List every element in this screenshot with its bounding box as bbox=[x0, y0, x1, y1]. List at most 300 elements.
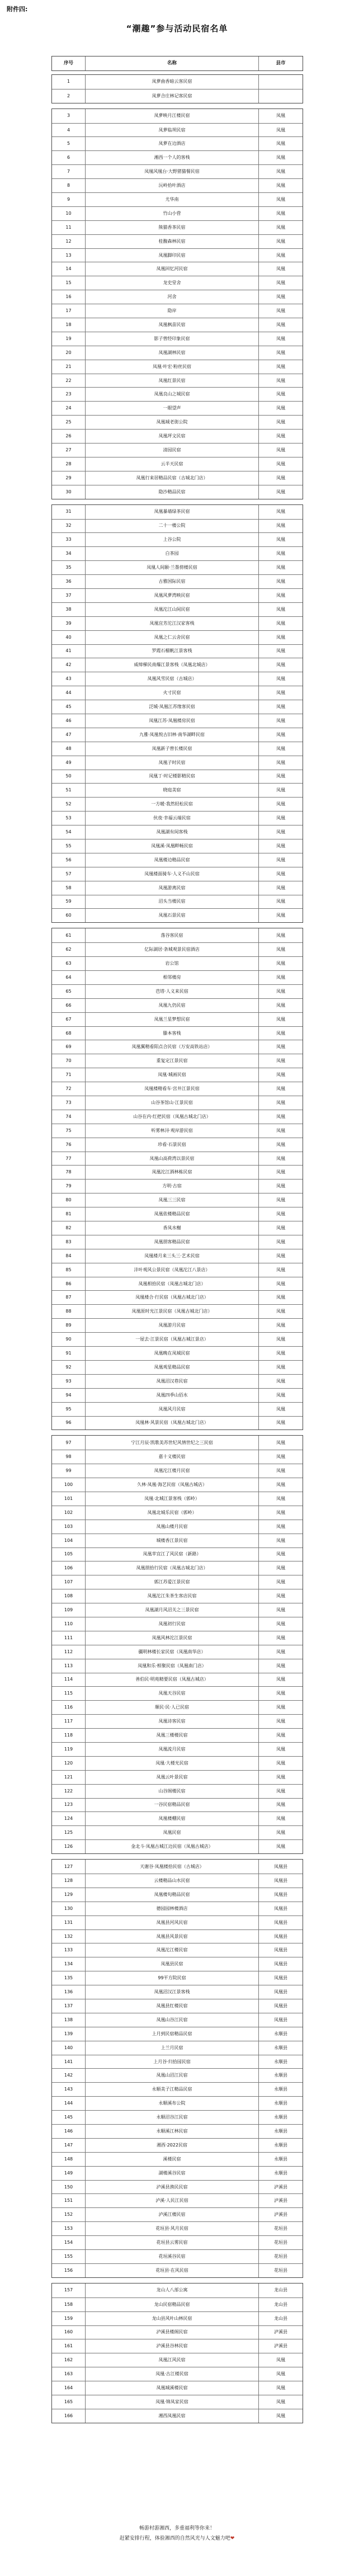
table-row bbox=[52, 2166, 303, 2180]
cell-county: 凤凰 bbox=[276, 1002, 285, 1008]
cell-name: 凤萝映月江楼民宿 bbox=[86, 109, 259, 123]
table-row bbox=[52, 1617, 303, 1631]
cell-number: 158 bbox=[52, 2298, 86, 2311]
cell-number: 38 bbox=[52, 603, 86, 616]
table-row bbox=[52, 150, 303, 164]
cell-county: 凤凰 bbox=[276, 1649, 285, 1654]
table-row bbox=[52, 602, 303, 616]
cell-name: 凤凰人间颐·兰墨傍楼民宿 bbox=[86, 561, 259, 574]
cell-name: 凤凰三三民宿 bbox=[86, 1193, 259, 1207]
table-block bbox=[51, 108, 303, 499]
cell-name: 凤凰山楼月民宿 bbox=[86, 1520, 259, 1534]
cell-name: 凤凰观星精品民宿 bbox=[86, 1361, 259, 1374]
cell-county: 凤凰县 bbox=[274, 1975, 287, 1981]
cell-name: 凤凰红景民宿 bbox=[86, 374, 259, 388]
cell-name: 云楼精品山水民宿 bbox=[86, 1874, 259, 1888]
cell-number: 161 bbox=[52, 2339, 86, 2353]
cell-number: 107 bbox=[52, 1575, 86, 1589]
cell-name: 香凤水榭 bbox=[86, 1221, 259, 1235]
table-row bbox=[52, 1478, 303, 1492]
cell-county: 凤凰 bbox=[276, 509, 285, 515]
cell-name: 凤凰沼汉江景客栈 bbox=[86, 1985, 259, 1999]
cell-county: 凤凰 bbox=[276, 169, 285, 174]
table-row bbox=[52, 485, 303, 499]
cell-county: 凤凰 bbox=[276, 475, 285, 480]
table-row bbox=[52, 1714, 303, 1728]
table-row bbox=[52, 881, 303, 895]
homestay-table bbox=[51, 56, 303, 2428]
cell-name: 凤凰县河风民宿 bbox=[86, 1916, 259, 1929]
table-block bbox=[51, 928, 303, 1430]
cell-number: 125 bbox=[52, 1826, 86, 1839]
cell-name: 凤凰朋客精品民宿 bbox=[86, 1235, 259, 1249]
cell-county: 凤凰 bbox=[276, 1830, 285, 1836]
table-row bbox=[52, 2221, 303, 2235]
table-row bbox=[52, 1464, 303, 1478]
cell-name: 影子曾经印象民宿 bbox=[86, 332, 259, 346]
cell-county: 凤凰 bbox=[276, 1169, 285, 1175]
cell-county: 凤凰 bbox=[276, 294, 285, 300]
cell-county: 凤凰 bbox=[276, 579, 285, 584]
cell-number: 157 bbox=[52, 2284, 86, 2297]
cell-number: 112 bbox=[52, 1645, 86, 1659]
cell-name: 善伯民·明苑精要民宿（凤凰古城店） bbox=[86, 1673, 259, 1687]
cell-number: 20 bbox=[52, 346, 86, 360]
cell-number: 124 bbox=[52, 1812, 86, 1825]
table-row bbox=[52, 2284, 303, 2297]
table-row bbox=[52, 574, 303, 588]
table-row bbox=[52, 1999, 303, 2013]
cell-name: 凤凰县民宿 bbox=[86, 1957, 259, 1971]
cell-number: 43 bbox=[52, 672, 86, 686]
cell-county: 泸溪县 bbox=[274, 2329, 287, 2335]
cell-name: 伙夜·幸福云端民宿 bbox=[86, 812, 259, 825]
cell-number: 109 bbox=[52, 1603, 86, 1617]
cell-name: 永顺沼谷江民宿 bbox=[86, 2111, 259, 2124]
cell-county: 凤凰 bbox=[276, 1267, 285, 1272]
cell-number: 2 bbox=[52, 89, 86, 103]
cell-name: 凤凰·大楼光民宿 bbox=[86, 1757, 259, 1770]
table-row bbox=[52, 234, 303, 248]
table-row bbox=[52, 942, 303, 956]
table-row bbox=[52, 1520, 303, 1534]
cell-number: 70 bbox=[52, 1054, 86, 1068]
cell-name: 凤凰·锦凤家民宿 bbox=[86, 2395, 259, 2409]
cell-county: 凤凰 bbox=[276, 1072, 285, 1078]
cell-number: 63 bbox=[52, 957, 86, 970]
cell-county: 凤凰 bbox=[276, 1551, 285, 1557]
cell-number: 10 bbox=[52, 207, 86, 220]
table-row bbox=[52, 2207, 303, 2221]
cell-number: 4 bbox=[52, 124, 86, 137]
cell-number: 71 bbox=[52, 1068, 86, 1082]
cell-name: 山谷在内·红把民宿（凤凰古城北门店） bbox=[86, 1110, 259, 1124]
table-row bbox=[52, 304, 303, 318]
cell-county: 凤凰 bbox=[276, 634, 285, 640]
cell-county: 永顺县 bbox=[274, 2115, 287, 2120]
cell-number: 41 bbox=[52, 645, 86, 658]
table-block bbox=[51, 1435, 303, 1854]
cell-name: 凤凰楼精看车·宫井江景民宿 bbox=[86, 1082, 259, 1096]
cell-name: 隐岸 bbox=[86, 304, 259, 318]
table-row bbox=[52, 1985, 303, 1999]
table-row bbox=[52, 2395, 303, 2409]
footer-line-1: 畅游村游湘西，多重福利等你来！ bbox=[139, 2526, 215, 2531]
cell-name: 清园民宿 bbox=[86, 444, 259, 457]
cell-county: 凤凰 bbox=[276, 1406, 285, 1412]
cell-name: 云半天民宿 bbox=[86, 457, 259, 471]
cell-number: 61 bbox=[52, 928, 86, 942]
cell-county: 凤凰 bbox=[276, 1607, 285, 1613]
cell-county: 凤凰 bbox=[276, 1677, 285, 1682]
cell-name: 凤凰县红楼民宿 bbox=[86, 1999, 259, 2013]
cell-county: 凤凰县 bbox=[274, 1961, 287, 1967]
cell-number: 111 bbox=[52, 1631, 86, 1645]
cell-name: 晓庭美宿 bbox=[86, 784, 259, 797]
cell-county: 凤凰 bbox=[276, 1482, 285, 1487]
table-row bbox=[52, 2339, 303, 2353]
cell-number: 148 bbox=[52, 2153, 86, 2166]
cell-number: 29 bbox=[52, 471, 86, 485]
cell-name: 凤凰北城乐民宿（郭岭） bbox=[86, 1506, 259, 1520]
cell-name: 凤凰楼面骑车·人义不山民宿 bbox=[86, 867, 259, 881]
cell-number: 165 bbox=[52, 2395, 86, 2409]
cell-name: 城楼香江景民宿 bbox=[86, 1534, 259, 1548]
table-row bbox=[52, 2096, 303, 2110]
table-row bbox=[52, 783, 303, 797]
table-row bbox=[52, 1304, 303, 1318]
table-row bbox=[52, 616, 303, 630]
cell-county: 永顺县 bbox=[274, 2101, 287, 2106]
table-row bbox=[52, 2381, 303, 2395]
cell-name: 岩公馆 bbox=[86, 957, 259, 970]
cell-county: 凤凰 bbox=[276, 1719, 285, 1724]
cell-number: 80 bbox=[52, 1193, 86, 1207]
table-row bbox=[52, 2297, 303, 2311]
table-row bbox=[52, 505, 303, 519]
cell-county: 凤凰 bbox=[276, 447, 285, 452]
cell-name: 凤凰九仍民宿 bbox=[86, 999, 259, 1012]
cell-county bbox=[259, 75, 303, 89]
cell-county: 凤凰 bbox=[276, 759, 285, 765]
cell-county: 凤凰 bbox=[276, 787, 285, 793]
footer-line-2-text: 赶紧安排行程，体验湘西的自然风光与人文魅力吧 bbox=[119, 2536, 230, 2541]
table-row bbox=[52, 1957, 303, 1971]
cell-number: 166 bbox=[52, 2409, 86, 2423]
cell-county: 凤凰 bbox=[276, 815, 285, 821]
table-row bbox=[52, 290, 303, 304]
cell-number: 113 bbox=[52, 1659, 86, 1673]
cell-county: 凤凰 bbox=[276, 1225, 285, 1230]
table-row bbox=[52, 1686, 303, 1700]
table-row bbox=[52, 1012, 303, 1026]
table-row bbox=[52, 1360, 303, 1374]
cell-county: 凤凰 bbox=[276, 1705, 285, 1710]
cell-number: 65 bbox=[52, 985, 86, 998]
cell-number: 149 bbox=[52, 2167, 86, 2180]
cell-number: 40 bbox=[52, 631, 86, 644]
cell-county: 凤凰 bbox=[276, 322, 285, 327]
cell-name: 竹山小营 bbox=[86, 207, 259, 220]
table-row bbox=[52, 387, 303, 401]
table-row bbox=[52, 2325, 303, 2339]
cell-county: 凤凰 bbox=[276, 1663, 285, 1668]
cell-county: 永顺县 bbox=[274, 2156, 287, 2162]
cell-number: 64 bbox=[52, 971, 86, 984]
cell-number: 31 bbox=[52, 505, 86, 519]
cell-county: 凤凰 bbox=[276, 746, 285, 751]
cell-name: 湘西一个人的客栈 bbox=[86, 151, 259, 164]
cell-county: 凤凰 bbox=[276, 308, 285, 314]
cell-county: 凤凰 bbox=[276, 336, 285, 341]
table-row bbox=[52, 1165, 303, 1179]
table-row bbox=[52, 1096, 303, 1110]
cell-number: 122 bbox=[52, 1785, 86, 1798]
table-row bbox=[52, 588, 303, 602]
table-row bbox=[52, 2124, 303, 2138]
cell-name: 永顺美子江精品民宿 bbox=[86, 2083, 259, 2096]
cell-number: 163 bbox=[52, 2367, 86, 2381]
cell-name: 相邻楼房 bbox=[86, 971, 259, 984]
cell-county: 凤凰 bbox=[276, 947, 285, 952]
cell-number: 98 bbox=[52, 1450, 86, 1464]
cell-number: 96 bbox=[52, 1417, 86, 1430]
table-row bbox=[52, 1332, 303, 1346]
cell-number: 72 bbox=[52, 1082, 86, 1096]
cell-number: 104 bbox=[52, 1534, 86, 1548]
cell-county: 凤凰 bbox=[276, 1468, 285, 1474]
cell-name: 方明·古宿 bbox=[86, 1180, 259, 1193]
cell-county: 永顺县 bbox=[274, 2031, 287, 2036]
cell-county: 龙山县 bbox=[274, 2301, 287, 2307]
cell-county: 凤凰 bbox=[276, 252, 285, 258]
cell-county: 凤凰 bbox=[276, 1239, 285, 1244]
cell-name: 上谷公院 bbox=[86, 533, 259, 546]
table-row bbox=[52, 206, 303, 220]
cell-number: 102 bbox=[52, 1506, 86, 1520]
cell-name: 凤凰风林沱江景民宿 bbox=[86, 1631, 259, 1645]
cell-county: 凤凰 bbox=[276, 2357, 285, 2363]
cell-name: 凤凰城老街公院 bbox=[86, 416, 259, 429]
cell-number: 128 bbox=[52, 1874, 86, 1888]
cell-county: 凤凰 bbox=[276, 1816, 285, 1822]
cell-name: 山谷茶馆山·江景民宿 bbox=[86, 1096, 259, 1110]
cell-number: 49 bbox=[52, 756, 86, 770]
cell-name: 凤凰沱江朱茶生客店民宿 bbox=[86, 1589, 259, 1603]
cell-county: 凤凰县 bbox=[274, 1947, 287, 1953]
cell-number: 84 bbox=[52, 1249, 86, 1263]
cell-number: 82 bbox=[52, 1221, 86, 1235]
cell-name: 凤凰山高荷湾以景民宿 bbox=[86, 1152, 259, 1166]
cell-county: 凤凰 bbox=[276, 1392, 285, 1398]
cell-county: 凤凰 bbox=[276, 974, 285, 980]
cell-name: 凤凰苹宜江了风民宿（新路） bbox=[86, 1548, 259, 1561]
cell-number: 142 bbox=[52, 2069, 86, 2082]
cell-number: 1 bbox=[52, 75, 86, 89]
cell-number: 115 bbox=[52, 1687, 86, 1700]
cell-county: 凤凰 bbox=[276, 1537, 285, 1543]
cell-county: 凤凰 bbox=[276, 885, 285, 890]
cell-county: 龙山县 bbox=[274, 2315, 287, 2321]
table-row bbox=[52, 1221, 303, 1235]
table-row bbox=[52, 2353, 303, 2367]
cell-county: 凤凰 bbox=[276, 988, 285, 994]
cell-number: 18 bbox=[52, 318, 86, 332]
cell-name: 凤凰·城画民宿 bbox=[86, 1068, 259, 1082]
cell-name: 凤凰风月民宿 bbox=[86, 1403, 259, 1416]
table-row bbox=[52, 644, 303, 658]
table-row bbox=[52, 1492, 303, 1506]
cell-county: 永顺县 bbox=[274, 2045, 287, 2050]
cell-number: 118 bbox=[52, 1729, 86, 1742]
table-row bbox=[52, 75, 303, 89]
cell-number: 11 bbox=[52, 221, 86, 234]
cell-number: 108 bbox=[52, 1589, 86, 1603]
cell-name: 沅岭拾叶酒店 bbox=[86, 179, 259, 192]
cell-number: 91 bbox=[52, 1347, 86, 1360]
cell-county: 凤凰 bbox=[276, 1565, 285, 1571]
cell-county: 凤凰 bbox=[276, 662, 285, 668]
document-title: “潮趣”参与活动民宿名单 bbox=[126, 23, 228, 34]
cell-county: 凤凰 bbox=[276, 1295, 285, 1300]
table-row bbox=[52, 1290, 303, 1304]
cell-name: 凤凰暴墙绿茶民宿 bbox=[86, 505, 259, 519]
table-row bbox=[52, 1603, 303, 1617]
table-row bbox=[52, 1916, 303, 1929]
cell-number: 9 bbox=[52, 193, 86, 206]
cell-name: 花垣溪谷民宿 bbox=[86, 2250, 259, 2263]
cell-name: 凤凰沱江楼民宿 bbox=[86, 1943, 259, 1957]
cell-name: 桂馥森林民宿 bbox=[86, 235, 259, 248]
cell-county: 永顺县 bbox=[274, 2128, 287, 2134]
cell-county: 凤凰 bbox=[276, 280, 285, 286]
table-block bbox=[51, 74, 303, 103]
cell-county: 凤凰 bbox=[276, 871, 285, 876]
cell-county: 凤凰 bbox=[276, 1323, 285, 1328]
cell-county: 凤凰 bbox=[276, 1211, 285, 1217]
table-row bbox=[52, 1138, 303, 1152]
table-row bbox=[52, 1235, 303, 1249]
table-row bbox=[52, 164, 303, 178]
cell-number: 114 bbox=[52, 1673, 86, 1687]
cell-number: 57 bbox=[52, 867, 86, 881]
cell-number: 147 bbox=[52, 2139, 86, 2152]
cell-name: 嘉十义楼民宿 bbox=[86, 1450, 259, 1464]
cell-county: 凤凰 bbox=[276, 1086, 285, 1092]
cell-county: 凤凰 bbox=[276, 773, 285, 779]
cell-name: 凤凰溪·凤凰畔畅民宿 bbox=[86, 839, 259, 853]
cell-name: 永顺溪江林民宿 bbox=[86, 2125, 259, 2138]
table-row bbox=[52, 658, 303, 672]
cell-county: 凤凰 bbox=[276, 127, 285, 133]
cell-number: 46 bbox=[52, 714, 86, 728]
cell-number: 145 bbox=[52, 2111, 86, 2124]
table-row bbox=[52, 970, 303, 984]
cell-number: 77 bbox=[52, 1152, 86, 1166]
cell-county: 凤凰 bbox=[276, 1155, 285, 1161]
cell-name: 凤凰·叶宏·粉丝民宿 bbox=[86, 360, 259, 374]
table-row bbox=[52, 109, 303, 123]
table-row bbox=[52, 956, 303, 970]
table-row bbox=[52, 1825, 303, 1839]
cell-name: 花垣县·在风民宿 bbox=[86, 2264, 259, 2277]
cell-number: 97 bbox=[52, 1436, 86, 1450]
cell-name: 上月到民宿精品民宿 bbox=[86, 2027, 259, 2041]
cell-county: 凤凰 bbox=[276, 565, 285, 570]
table-row bbox=[52, 136, 303, 150]
cell-county: 凤凰 bbox=[276, 224, 285, 230]
cell-name: 凤凰脚印民宿 bbox=[86, 249, 259, 262]
table-row bbox=[52, 1450, 303, 1464]
cell-county: 凤凰 bbox=[276, 843, 285, 848]
table-row bbox=[52, 1152, 303, 1166]
cell-county: 凤凰县 bbox=[274, 1989, 287, 1995]
cell-number: 156 bbox=[52, 2264, 86, 2277]
cell-number: 138 bbox=[52, 2013, 86, 2027]
cell-county: 凤凰 bbox=[276, 419, 285, 425]
cell-number: 134 bbox=[52, 1957, 86, 1971]
cell-county: 凤凰 bbox=[276, 620, 285, 626]
cell-county: 凤凰 bbox=[276, 1774, 285, 1780]
table-row bbox=[52, 2152, 303, 2166]
table-row bbox=[52, 630, 303, 644]
table-row bbox=[52, 546, 303, 560]
table-row bbox=[52, 1645, 303, 1659]
cell-number: 146 bbox=[52, 2125, 86, 2138]
cell-name: 亿际湖居·条城观景民宿酒店 bbox=[86, 943, 259, 956]
cell-name: 疆明林楼长家民宿（凤凰南华店） bbox=[86, 1645, 259, 1659]
cell-number: 56 bbox=[52, 853, 86, 867]
table-row bbox=[52, 2180, 303, 2194]
cell-county: 凤凰县 bbox=[274, 1863, 287, 1869]
cell-number: 59 bbox=[52, 895, 86, 909]
table-row bbox=[52, 2027, 303, 2041]
table-row bbox=[52, 262, 303, 276]
cell-number: 92 bbox=[52, 1361, 86, 1374]
cell-county: 凤凰 bbox=[276, 1733, 285, 1738]
cell-name: 凤凰·北城江景客栈（郭岭） bbox=[86, 1492, 259, 1506]
cell-name: 顺民·民·人已民宿 bbox=[86, 1701, 259, 1714]
cell-name: 郭江苏爱江景民宿 bbox=[86, 1575, 259, 1589]
table-row bbox=[52, 1374, 303, 1388]
cell-name: 凤萝临坝民宿 bbox=[86, 124, 259, 137]
cell-number: 3 bbox=[52, 109, 86, 123]
table-row bbox=[52, 2082, 303, 2096]
cell-county: 凤凰 bbox=[276, 1378, 285, 1384]
table-row bbox=[52, 1700, 303, 1714]
table-row bbox=[52, 756, 303, 770]
cell-name: 听雾林浔·观岸游民宿 bbox=[86, 1124, 259, 1138]
cell-name: 凤凰县风景民宿 bbox=[86, 1930, 259, 1943]
table-row bbox=[52, 2409, 303, 2423]
cell-number: 44 bbox=[52, 686, 86, 700]
cell-number: 101 bbox=[52, 1492, 86, 1506]
cell-number: 35 bbox=[52, 561, 86, 574]
cell-name: 凤凰天谷民宿 bbox=[86, 1687, 259, 1700]
cell-name: 花垣县云雾民宿 bbox=[86, 2236, 259, 2249]
cell-county: 凤凰 bbox=[276, 648, 285, 654]
table-row bbox=[52, 1026, 303, 1040]
table-row bbox=[52, 1770, 303, 1784]
cell-county: 永顺县 bbox=[274, 2170, 287, 2176]
cell-number: 76 bbox=[52, 1138, 86, 1152]
table-row bbox=[52, 1124, 303, 1138]
cell-number: 66 bbox=[52, 999, 86, 1012]
cell-county: 凤凰 bbox=[276, 690, 285, 696]
cell-number: 28 bbox=[52, 457, 86, 471]
table-row bbox=[52, 686, 303, 700]
cell-county: 凤凰 bbox=[276, 1691, 285, 1696]
